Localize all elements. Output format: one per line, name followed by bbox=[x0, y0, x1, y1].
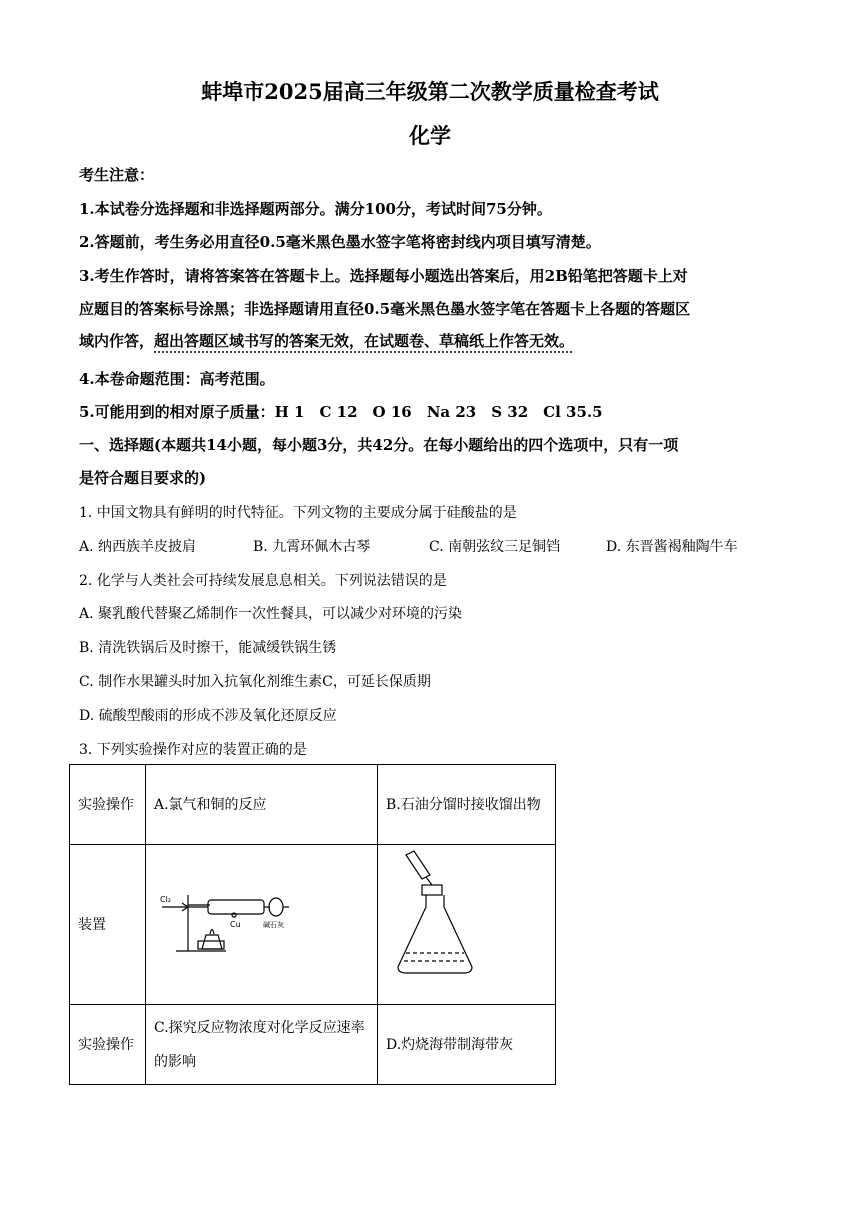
notice-item-3-end bbox=[79, 330, 574, 351]
q3-cell-c: C.探究反应物浓度对化学反应速率的影响 bbox=[146, 1005, 378, 1085]
soda-lime-label: 碱石灰 bbox=[263, 921, 284, 929]
q2-option-b: B. 清洗铁锅后及时擦干，能减缓铁锅生锈 bbox=[79, 640, 337, 656]
q3-row1-label: 实验操作 bbox=[70, 765, 146, 845]
q2-option-c: C. 制作水果罐头时加入抗氧化剂维生素C，可延长保质期 bbox=[79, 674, 431, 690]
q1-option-d: D. 东晋酱褐釉陶牛车 bbox=[606, 539, 738, 555]
q3-table bbox=[69, 764, 556, 1085]
notice-item-3-cont: 应题目的答案标号涂黑；非选择题请用直径0.5毫米黑色墨水签字笔在答题卡上各题的答题区 bbox=[79, 300, 691, 318]
notice-item-1: 1.本试卷分选择题和非选择题两部分。满分100分，考试时间75分钟。 bbox=[79, 200, 552, 218]
q3-cell-b: B.石油分馏时接收馏出物 bbox=[378, 765, 556, 845]
q3-stem: 3. 下列实验操作对应的装置正确的是 bbox=[79, 742, 307, 758]
q2-stem: 2. 化学与人类社会可持续发展息息相关。下列说法错误的是 bbox=[79, 573, 447, 589]
section-heading-cont: 是符合题目要求的) bbox=[79, 469, 207, 487]
notice-item-5: 5.可能用到的相对原子质量：H 1 C 12 O 16 Na 23 S 32 Cl 35.5 bbox=[79, 403, 603, 421]
q3-row3-label: 实验操作 bbox=[70, 1005, 146, 1085]
q2-option-a: A. 聚乳酸代替聚乙烯制作一次性餐具，可以减少对环境的污染 bbox=[79, 606, 463, 622]
notice-item-2: 2.答题前，考生务必用直径0.5毫米黑色墨水签字笔将密封线内项目填写清楚。 bbox=[79, 233, 601, 251]
exam-title: 蚌埠市2025届高三年级第二次教学质量检查考试 bbox=[201, 79, 659, 104]
notice-item-3-prefix: 域内作答， bbox=[79, 332, 155, 350]
notice-heading: 考生注意： bbox=[79, 166, 155, 184]
q3-cell-d: D.灼烧海带制海带灰 bbox=[378, 1005, 556, 1085]
conical-flask-icon bbox=[378, 845, 555, 991]
q1-option-b: B. 九霄环佩木古琴 bbox=[253, 539, 371, 555]
q3-row2-label: 装置 bbox=[70, 845, 146, 1005]
notice-item-4: 4.本卷命题范围：高考范围。 bbox=[79, 370, 275, 388]
cl2-label: Cl₂ bbox=[160, 895, 172, 904]
q2-option-d: D. 硫酸型酸雨的形成不涉及氧化还原反应 bbox=[79, 708, 337, 724]
q3-cell-a: A.氯气和铜的反应 bbox=[146, 765, 378, 845]
q3-apparatus-a bbox=[146, 845, 378, 1005]
subject-title: 化学 bbox=[409, 123, 451, 148]
q1-option-a: A. 纳西族羊皮披肩 bbox=[79, 539, 197, 555]
q3-apparatus-b bbox=[378, 845, 556, 1005]
q1-stem: 1. 中国文物具有鲜明的时代特征。下列文物的主要成分属于硅酸盐的是 bbox=[79, 505, 517, 521]
cu-label: Cu bbox=[230, 920, 241, 929]
section-heading: 一、选择题(本题共14小题，每小题3分，共42分。在每小题给出的四个选项中，只有一项 bbox=[79, 436, 679, 454]
notice-item-3-emphasis: 超出答题区域书写的答案无效，在试题卷、草稿纸上作答无效。 bbox=[154, 332, 575, 350]
chlorine-copper-apparatus bbox=[146, 845, 377, 991]
notice-item-3: 3.考生作答时，请将答案答在答题卡上。选择题每小题选出答案后，用2B铅笔把答题卡上对 bbox=[79, 267, 688, 285]
q1-option-c: C. 南朝弦纹三足铜铛 bbox=[429, 539, 561, 555]
